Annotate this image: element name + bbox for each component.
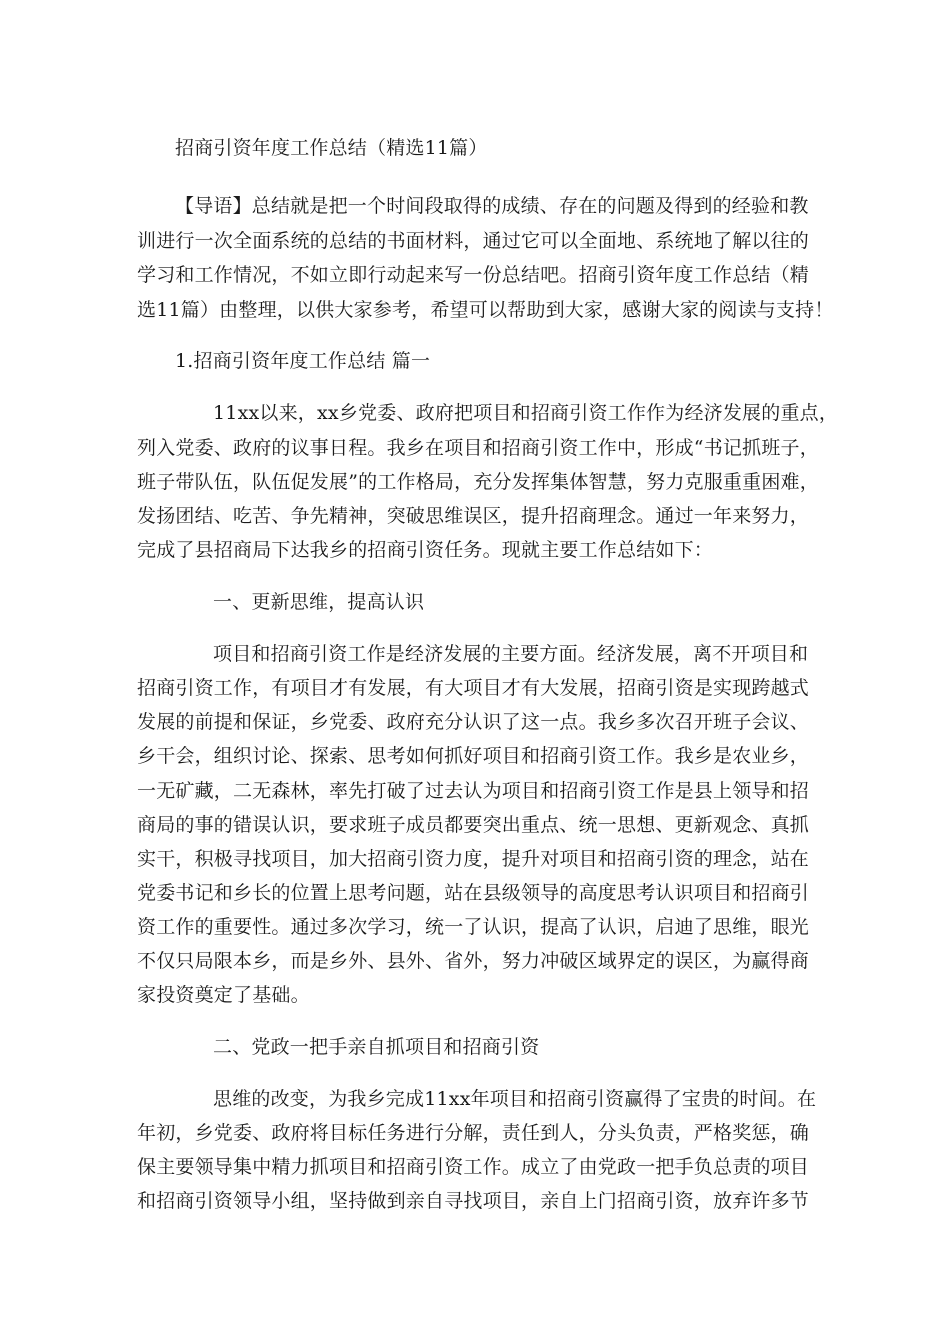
paragraph-line: 年初，乡党委、政府将目标任务进行分解，责任到人，分头负责，严格奖惩，确 xyxy=(137,1122,810,1144)
intro-line: 学习和工作情况，不如立即行动起来写一份总结吧。招商引资年度工作总结（精 xyxy=(137,264,810,286)
paragraph-line: 发扬团结、吃苦、争先精神，突破思维误区，提升招商理念。通过一年来努力， xyxy=(137,505,810,527)
intro-line: 训进行一次全面系统的总结的书面材料，通过它可以全面地、系统地了解以往的 xyxy=(137,230,810,252)
paragraph-line: 班子带队伍，队伍促发展”的工作格局，充分发挥集体智慧，努力克服重重困难， xyxy=(137,471,819,493)
paragraph-line: 发展的前提和保证，乡党委、政府充分认识了这一点。我乡多次召开班子会议、 xyxy=(137,711,810,733)
paragraph-line: 招商引资工作，有项目才有发展，有大项目才有大发展，招商引资是实现跨越式 xyxy=(137,677,810,699)
paragraph-line: 党委书记和乡长的位置上思考问题，站在县级领导的高度思考认识项目和招商引 xyxy=(137,882,810,904)
paragraph-line: 商局的事的错误认识，要求班子成员都要突出重点、统一思想、更新观念、真抓 xyxy=(137,814,810,836)
paragraph-line: 项目和招商引资工作是经济发展的主要方面。经济发展，离不开项目和 xyxy=(213,643,809,665)
paragraph-line: 乡干会，组织讨论、探索、思考如何抓好项目和招商引资工作。我乡是农业乡， xyxy=(137,745,810,767)
paragraph-line: 家投资奠定了基础。 xyxy=(137,984,310,1006)
intro-line: 选11篇）由整理，以供大家参考，希望可以帮助到大家，感谢大家的阅读与支持！ xyxy=(137,299,834,321)
paragraph-line: 11xx以来，xx乡党委、政府把项目和招商引资工作作为经济发展的重点， xyxy=(213,402,839,424)
paragraph-line: 不仅只局限本乡，而是乡外、县外、省外，努力冲破区域界定的误区，为赢得商 xyxy=(137,950,810,972)
paragraph-line: 保主要领导集中精力抓项目和招商引资工作。成立了由党政一把手负总责的项目 xyxy=(137,1156,810,1178)
subheading: 二、党政一把手亲自抓项目和招商引资 xyxy=(213,1036,540,1058)
paragraph-line: 完成了县招商局下达我乡的招商引资任务。现就主要工作总结如下： xyxy=(137,539,714,561)
subheading: 一、更新思维，提高认识 xyxy=(213,591,425,613)
paragraph-line: 列入党委、政府的议事日程。我乡在项目和招商引资工作中，形成“书记抓班子， xyxy=(137,437,819,459)
section-heading: 1.招商引资年度工作总结 篇一 xyxy=(175,350,431,372)
paragraph-line: 和招商引资领导小组，坚持做到亲自寻找项目，亲自上门招商引资，放弃许多节 xyxy=(137,1190,810,1212)
paragraph-line: 实干，积极寻找项目，加大招商引资力度，提升对项目和招商引资的理念，站在 xyxy=(137,848,810,870)
paragraph-line: 一无矿藏，二无森林，率先打破了过去认为项目和招商引资工作是县上领导和招 xyxy=(137,780,810,802)
paragraph-line: 思维的改变，为我乡完成11xx年项目和招商引资赢得了宝贵的时间。在 xyxy=(213,1088,817,1110)
document-title: 招商引资年度工作总结（精选11篇） xyxy=(175,137,488,159)
paragraph-line: 资工作的重要性。通过多次学习，统一了认识，提高了认识，启迪了思维，眼光 xyxy=(137,916,810,938)
intro-line: 【导语】总结就是把一个时间段取得的成绩、存在的问题及得到的经验和教 xyxy=(175,195,809,217)
